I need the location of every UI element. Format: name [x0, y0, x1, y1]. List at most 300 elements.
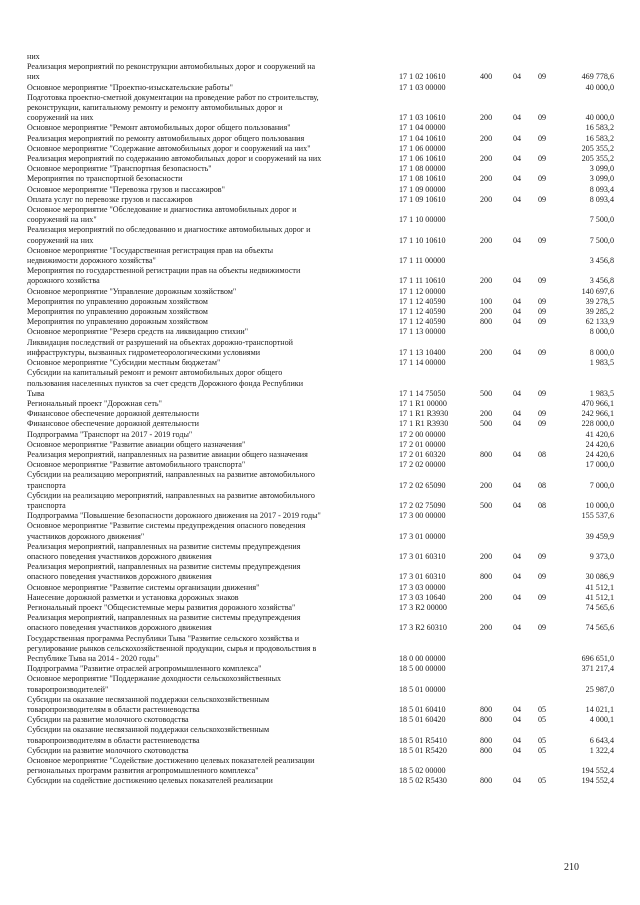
row-name-line: них — [27, 72, 40, 82]
row-amount: 4 000,1 — [589, 715, 614, 725]
row-cells — [27, 113, 617, 123]
row-amount: 205 355,2 — [581, 143, 614, 153]
row-amount: 40 000,0 — [585, 82, 614, 92]
row-section: 04 — [513, 449, 522, 459]
row-cells — [27, 164, 617, 174]
page-number: 210 — [564, 862, 579, 873]
row-code: 17 1 04 10610 — [399, 133, 446, 143]
row-code: 17 1 09 10610 — [399, 194, 446, 204]
table-row — [27, 144, 617, 154]
table-row — [27, 542, 617, 562]
row-code: 17 3 01 60310 — [399, 551, 446, 561]
table-row — [27, 521, 617, 541]
row-expense-type: 400 — [480, 72, 493, 82]
row-amount: 39 459,9 — [585, 531, 614, 541]
row-cells — [27, 236, 617, 246]
row-cells — [27, 174, 617, 184]
table-row — [27, 93, 617, 124]
row-amount: 242 966,1 — [581, 409, 614, 419]
row-name-line: Реализация мероприятий по ремонту автомобильных дорог общего пользования — [27, 133, 305, 143]
row-amount: 8 000,0 — [589, 327, 614, 337]
row-section: 04 — [513, 592, 522, 602]
row-name-line: инфраструктуры, вызванных гидрометеорологическими условиями — [27, 347, 261, 357]
row-expense-type: 800 — [480, 705, 493, 714]
row-cells — [27, 328, 617, 338]
row-code: 17 3 R2 00000 — [399, 602, 447, 612]
row-section: 04 — [513, 276, 522, 286]
row-subsection: 09 — [538, 276, 547, 286]
table-row — [27, 430, 617, 440]
row-expense-type: 200 — [480, 235, 493, 245]
row-cells — [27, 409, 617, 419]
row-name-line: Основное мероприятие "Проектно-изыскательские работы" — [27, 82, 233, 92]
row-expense-type: 100 — [480, 296, 493, 306]
table-row — [27, 419, 617, 429]
table-row — [27, 491, 617, 511]
table-row — [27, 674, 617, 694]
row-cells — [27, 276, 617, 286]
row-code: 17 1 12 40590 — [399, 296, 446, 306]
row-subsection: 05 — [538, 735, 547, 745]
row-code: 17 1 R1 00000 — [399, 398, 447, 408]
row-section: 04 — [513, 113, 522, 123]
row-code: 17 2 00 00000 — [399, 429, 446, 439]
row-expense-type: 500 — [480, 419, 493, 429]
row-expense-type: 800 — [480, 735, 493, 745]
row-cells — [27, 572, 617, 582]
row-cells — [27, 134, 617, 144]
row-name-line: Субсидии на оказание несвязанной поддержки сельскохозяйственным — [27, 694, 270, 704]
row-cells — [27, 664, 617, 674]
row-cells — [27, 552, 617, 562]
row-cells — [27, 317, 617, 327]
row-code: 18 5 02 00000 — [399, 766, 446, 776]
table-row — [27, 134, 617, 144]
row-cells — [27, 583, 617, 593]
row-name-line: Основное мероприятие "Обследование и диагностика автомобильных дорог и — [27, 205, 297, 215]
table-row — [27, 562, 617, 582]
row-amount: 194 552,4 — [581, 776, 614, 786]
row-cells — [27, 297, 617, 307]
row-subsection: 09 — [538, 154, 547, 164]
row-amount: 25 987,0 — [585, 684, 614, 694]
table-row — [27, 583, 617, 593]
row-name-line: Тыва — [27, 388, 45, 398]
row-subsection: 09 — [538, 307, 547, 317]
row-name-line: Республике Тыва на 2014 - 2020 годы" — [27, 653, 159, 663]
row-name-line: Нанесение дорожной разметки и установка дорожных знаков — [27, 592, 239, 602]
table-row — [27, 62, 617, 82]
row-name-line: Финансовое обеспечение дорожной деятельности — [27, 419, 199, 429]
row-cells — [27, 123, 617, 133]
table-row — [27, 776, 617, 786]
row-amount: 228 000,0 — [581, 419, 614, 429]
row-name-line: Оплата услуг по перевозке грузов и пассажиров — [27, 194, 193, 204]
row-cells — [27, 307, 617, 317]
row-name-line: сооружений на них" — [27, 215, 97, 225]
row-cells — [27, 623, 617, 633]
row-code: 17 1 14 00000 — [399, 358, 446, 368]
row-expense-type: 200 — [480, 623, 493, 633]
row-name-line: Подготовка проектно-сметной документации на проведение работ по строительству, — [27, 92, 319, 102]
row-name-line: Реализация мероприятий по обследованию и диагностике автомобильных дорог и — [27, 225, 311, 235]
row-cells — [27, 144, 617, 154]
row-name-line: Субсидии на реализацию мероприятий, направленных на развитие автомобильного — [27, 490, 315, 500]
table-row — [27, 460, 617, 470]
row-section: 04 — [513, 174, 522, 184]
table-row — [27, 511, 617, 521]
row-code: 18 5 01 60420 — [399, 715, 446, 725]
table-row — [27, 52, 617, 62]
table-row — [27, 83, 617, 93]
row-name-line: участников дорожного движения" — [27, 531, 145, 541]
row-amount: 3 099,0 — [589, 174, 614, 184]
row-amount: 194 552,4 — [581, 766, 614, 776]
table-row — [27, 338, 617, 358]
row-cells — [27, 715, 617, 725]
row-section: 04 — [513, 194, 522, 204]
row-section: 04 — [513, 623, 522, 633]
row-amount: 1 983,5 — [589, 358, 614, 368]
row-code: 18 5 01 60410 — [399, 705, 446, 714]
row-code: 18 5 00 00000 — [399, 664, 446, 674]
row-name-line: Основное мероприятие "Содействие достижению целевых показателей реализации — [27, 756, 315, 766]
table-row — [27, 450, 617, 460]
row-name-line: Государственная программа Республики Тыва "Развитие сельского хозяйства и — [27, 633, 300, 643]
row-code: 17 1 10 10610 — [399, 235, 446, 245]
row-amount: 8 093,4 — [589, 184, 614, 194]
row-cells — [27, 746, 617, 756]
row-cells — [27, 256, 617, 266]
row-section: 04 — [513, 735, 522, 745]
row-name-line: Подпрограмма "Транспорт на 2017 - 2019 годы" — [27, 429, 193, 439]
row-code: 17 1 10 00000 — [399, 215, 446, 225]
row-cells — [27, 776, 617, 786]
row-code: 17 3 01 60310 — [399, 572, 446, 582]
row-code: 17 1 R1 R3930 — [399, 419, 449, 429]
row-cells — [27, 511, 617, 521]
row-code: 18 5 01 00000 — [399, 684, 446, 694]
row-name-line: региональных программ развития агропромышленного комплекса" — [27, 766, 259, 776]
row-section: 04 — [513, 715, 522, 725]
row-expense-type: 200 — [480, 154, 493, 164]
row-amount: 696 651,0 — [581, 653, 614, 663]
row-cells — [27, 603, 617, 613]
row-name-line: товаропроизводителям в области растениеводства — [27, 705, 200, 714]
table-row — [27, 174, 617, 184]
row-code: 17 1 03 00000 — [399, 82, 446, 92]
table-row — [27, 185, 617, 195]
row-expense-type: 200 — [480, 194, 493, 204]
row-name-line: недвижимости дорожного хозяйства" — [27, 256, 156, 266]
row-cells — [27, 185, 617, 195]
row-amount: 1 322,4 — [589, 745, 614, 755]
row-name-line: сооружений на них — [27, 235, 94, 245]
row-subsection: 05 — [538, 715, 547, 725]
table-row — [27, 164, 617, 174]
row-amount: 3 456,8 — [589, 276, 614, 286]
row-amount: 62 133,9 — [585, 317, 614, 327]
row-expense-type: 800 — [480, 317, 493, 327]
row-cells — [27, 72, 617, 82]
row-name-line: Реализация мероприятий, направленных на развитие системы предупреждения — [27, 613, 301, 623]
row-subsection: 09 — [538, 317, 547, 327]
row-name-line: них — [27, 52, 40, 61]
row-name-line: Основное мероприятие "Содержание автомобильных дорог и сооружений на них" — [27, 143, 311, 153]
row-section: 04 — [513, 419, 522, 429]
row-amount: 9 373,0 — [589, 551, 614, 561]
row-subsection: 05 — [538, 705, 547, 714]
row-code: 17 1 13 10400 — [399, 347, 446, 357]
row-cells — [27, 481, 617, 491]
table-row — [27, 470, 617, 490]
row-expense-type: 200 — [480, 409, 493, 419]
row-code: 18 0 00 00000 — [399, 653, 446, 663]
row-amount: 8 093,4 — [589, 194, 614, 204]
row-amount: 16 583,2 — [585, 133, 614, 143]
row-code: 17 1 11 00000 — [399, 256, 446, 266]
table-row — [27, 756, 617, 776]
row-code: 17 1 06 00000 — [399, 143, 446, 153]
row-name-line: Мероприятия по управлению дорожным хозяйством — [27, 307, 208, 317]
row-name-line: Подпрограмма "Повышение безопасности дорожного движения на 2017 - 2019 годы" — [27, 511, 321, 521]
table-row — [27, 123, 617, 133]
row-name-line: Реализация мероприятий по содержанию автомобильных дорог и сооружений на них — [27, 154, 322, 164]
row-amount: 40 000,0 — [585, 113, 614, 123]
row-name-line: Реализация мероприятий, направленных на развитие авиации общего назначения — [27, 449, 308, 459]
row-cells — [27, 532, 617, 542]
row-code: 17 2 02 00000 — [399, 460, 446, 470]
row-name-line: товаропроизводителям в области растениеводства — [27, 735, 200, 745]
row-code: 17 1 04 00000 — [399, 123, 446, 133]
row-code: 17 2 02 75090 — [399, 500, 446, 510]
row-name-line: Мероприятия по транспортной безопасности — [27, 174, 183, 184]
row-name-line: Основное мероприятие "Государственная регистрация прав на объекты — [27, 245, 274, 255]
row-amount: 140 697,6 — [581, 286, 614, 296]
table-row — [27, 195, 617, 205]
row-amount: 24 420,6 — [585, 439, 614, 449]
row-name-line: Мероприятия по управлению дорожным хозяйством — [27, 296, 208, 306]
table-row — [27, 746, 617, 756]
row-name-line: опасного поведения участников дорожного движения — [27, 551, 212, 561]
row-section: 04 — [513, 409, 522, 419]
row-code: 17 1 03 10610 — [399, 113, 446, 123]
row-cells — [27, 83, 617, 93]
row-amount: 7 500,0 — [589, 235, 614, 245]
row-cells — [27, 195, 617, 205]
row-name-line: товаропроизводителей" — [27, 684, 109, 694]
row-name-line: Мероприятия по управлению дорожным хозяйством — [27, 317, 208, 327]
row-subsection: 09 — [538, 133, 547, 143]
row-subsection: 09 — [538, 347, 547, 357]
row-subsection: 09 — [538, 419, 547, 429]
row-section: 04 — [513, 296, 522, 306]
row-subsection: 09 — [538, 194, 547, 204]
row-name-line: регулирование рынков сельскохозяйственной продукции, сырья и продовольствия в — [27, 643, 317, 653]
row-cells — [27, 215, 617, 225]
row-code: 17 3 01 00000 — [399, 531, 446, 541]
row-name-line: Субсидии на развитие молочного скотоводства — [27, 745, 189, 755]
row-subsection: 09 — [538, 174, 547, 184]
row-name-line: дорожного хозяйства — [27, 276, 100, 286]
table-row — [27, 307, 617, 317]
row-amount: 74 565,6 — [585, 623, 614, 633]
row-name-line: Мероприятия по государственной регистрации прав на объекты недвижимости — [27, 266, 301, 276]
row-section: 04 — [513, 154, 522, 164]
table-row — [27, 715, 617, 725]
row-name-line: Основное мероприятие "Перевозка грузов и пассажиров" — [27, 184, 225, 194]
row-code: 17 2 01 60320 — [399, 449, 446, 459]
row-amount: 7 500,0 — [589, 215, 614, 225]
row-name-line: Субсидии на реализацию мероприятий, направленных на развитие автомобильного — [27, 470, 315, 480]
row-name-line: Региональный проект "Общесистемные меры развития дорожного хозяйства" — [27, 602, 296, 612]
row-cells — [27, 766, 617, 776]
row-cells — [27, 685, 617, 695]
row-name-line: Основное мероприятие "Поддержание доходности сельскохозяйственных — [27, 674, 282, 684]
table-row — [27, 225, 617, 245]
row-subsection: 09 — [538, 296, 547, 306]
row-name-line: Основное мероприятие "Развитие авиации общего назначения" — [27, 439, 246, 449]
row-cells — [27, 154, 617, 164]
row-code: 17 1 14 75050 — [399, 388, 446, 398]
table-row — [27, 327, 617, 337]
row-code: 17 1 09 00000 — [399, 184, 446, 194]
row-subsection: 09 — [538, 623, 547, 633]
row-code: 18 5 01 R5420 — [399, 745, 447, 755]
table-row — [27, 205, 617, 225]
table-row — [27, 246, 617, 266]
table-row — [27, 154, 617, 164]
row-section: 04 — [513, 317, 522, 327]
row-code: 17 3 03 00000 — [399, 582, 446, 592]
row-section: 04 — [513, 347, 522, 357]
row-name-line: Основное мероприятие "Транспортная безопасность" — [27, 164, 212, 174]
row-cells — [27, 52, 617, 62]
row-section: 04 — [513, 133, 522, 143]
row-amount: 24 420,6 — [585, 449, 614, 459]
row-code: 17 1 12 40590 — [399, 317, 446, 327]
table-row — [27, 593, 617, 603]
row-name-line: Субсидии на капитальный ремонт и ремонт автомобильных дорог общего — [27, 368, 283, 378]
row-amount: 205 355,2 — [581, 154, 614, 164]
table-row — [27, 317, 617, 327]
table-row — [27, 368, 617, 399]
row-amount: 74 565,6 — [585, 602, 614, 612]
row-cells — [27, 450, 617, 460]
row-expense-type: 800 — [480, 449, 493, 459]
table-row — [27, 613, 617, 633]
row-code: 17 1 R1 R3930 — [399, 409, 449, 419]
row-subsection: 09 — [538, 572, 547, 582]
row-amount: 3 456,8 — [589, 256, 614, 266]
row-section: 04 — [513, 705, 522, 714]
row-section: 04 — [513, 480, 522, 490]
row-code: 17 3 R2 60310 — [399, 623, 447, 633]
row-name-line: опасного поведения участников дорожного движения — [27, 623, 212, 633]
table-row — [27, 399, 617, 409]
row-amount: 41 420,6 — [585, 429, 614, 439]
table-row — [27, 266, 617, 286]
row-amount: 39 278,5 — [585, 296, 614, 306]
row-subsection: 09 — [538, 113, 547, 123]
row-amount: 39 285,2 — [585, 307, 614, 317]
table-row — [27, 440, 617, 450]
row-amount: 1 983,5 — [589, 388, 614, 398]
row-subsection: 09 — [538, 388, 547, 398]
row-amount: 3 099,0 — [589, 164, 614, 174]
row-cells — [27, 501, 617, 511]
row-subsection: 09 — [538, 235, 547, 245]
row-name-line: Основное мероприятие "Развитие системы предупреждения опасного поведения — [27, 521, 306, 531]
row-amount: 469 778,6 — [581, 72, 614, 82]
row-expense-type: 200 — [480, 133, 493, 143]
row-name-line: Основное мероприятие "Развитие системы организации движения" — [27, 582, 260, 592]
row-expense-type: 200 — [480, 347, 493, 357]
row-cells — [27, 736, 617, 746]
row-subsection: 08 — [538, 500, 547, 510]
row-code: 17 1 11 10610 — [399, 276, 446, 286]
row-section: 04 — [513, 500, 522, 510]
row-name-line: Региональный проект "Дорожная сеть" — [27, 398, 162, 408]
row-amount: 41 512,1 — [585, 592, 614, 602]
row-code: 18 5 02 R5430 — [399, 776, 447, 786]
row-subsection: 08 — [538, 480, 547, 490]
row-subsection: 05 — [538, 745, 547, 755]
row-expense-type: 800 — [480, 572, 493, 582]
row-subsection: 09 — [538, 592, 547, 602]
row-cells — [27, 348, 617, 358]
row-name-line: Основное мероприятие "Субсидии местным бюджетам" — [27, 358, 221, 368]
row-code: 17 1 12 40590 — [399, 307, 446, 317]
row-name-line: Ликвидация последствий от разрушений на объектах дорожно-транспортной — [27, 337, 293, 347]
row-subsection: 05 — [538, 776, 547, 786]
row-cells — [27, 460, 617, 470]
row-code: 17 1 02 10610 — [399, 72, 446, 82]
row-amount: 470 966,1 — [581, 398, 614, 408]
row-section: 04 — [513, 307, 522, 317]
row-subsection: 08 — [538, 449, 547, 459]
row-cells — [27, 399, 617, 409]
row-amount: 10 000,0 — [585, 500, 614, 510]
row-name-line: Основное мероприятие "Резерв средств на ликвидацию стихии" — [27, 327, 249, 337]
row-cells — [27, 593, 617, 603]
row-code: 17 1 13 00000 — [399, 327, 446, 337]
table-row — [27, 287, 617, 297]
row-expense-type: 800 — [480, 776, 493, 786]
table-row — [27, 725, 617, 745]
row-cells — [27, 389, 617, 399]
row-name-line: опасного поведения участников дорожного движения — [27, 572, 212, 582]
row-name-line: Реализация мероприятий, направленных на развитие системы предупреждения — [27, 562, 301, 572]
table-row — [27, 358, 617, 368]
row-section: 04 — [513, 776, 522, 786]
table-row — [27, 664, 617, 674]
row-section: 04 — [513, 572, 522, 582]
row-section: 04 — [513, 551, 522, 561]
row-code: 17 2 01 00000 — [399, 439, 446, 449]
row-amount: 17 000,0 — [585, 460, 614, 470]
row-amount: 41 512,1 — [585, 582, 614, 592]
row-expense-type: 200 — [480, 113, 493, 123]
table-row — [27, 695, 617, 715]
row-name-line: Реализация мероприятий, направленных на развитие системы предупреждения — [27, 541, 301, 551]
row-name-line: Субсидии на оказание несвязанной поддержки сельскохозяйственным — [27, 725, 270, 735]
row-subsection: 09 — [538, 409, 547, 419]
row-name-line: Субсидии на содействие достижению целевых показателей реализации — [27, 776, 273, 786]
row-expense-type: 200 — [480, 480, 493, 490]
row-expense-type: 200 — [480, 551, 493, 561]
row-name-line: сооружений на них — [27, 113, 94, 123]
